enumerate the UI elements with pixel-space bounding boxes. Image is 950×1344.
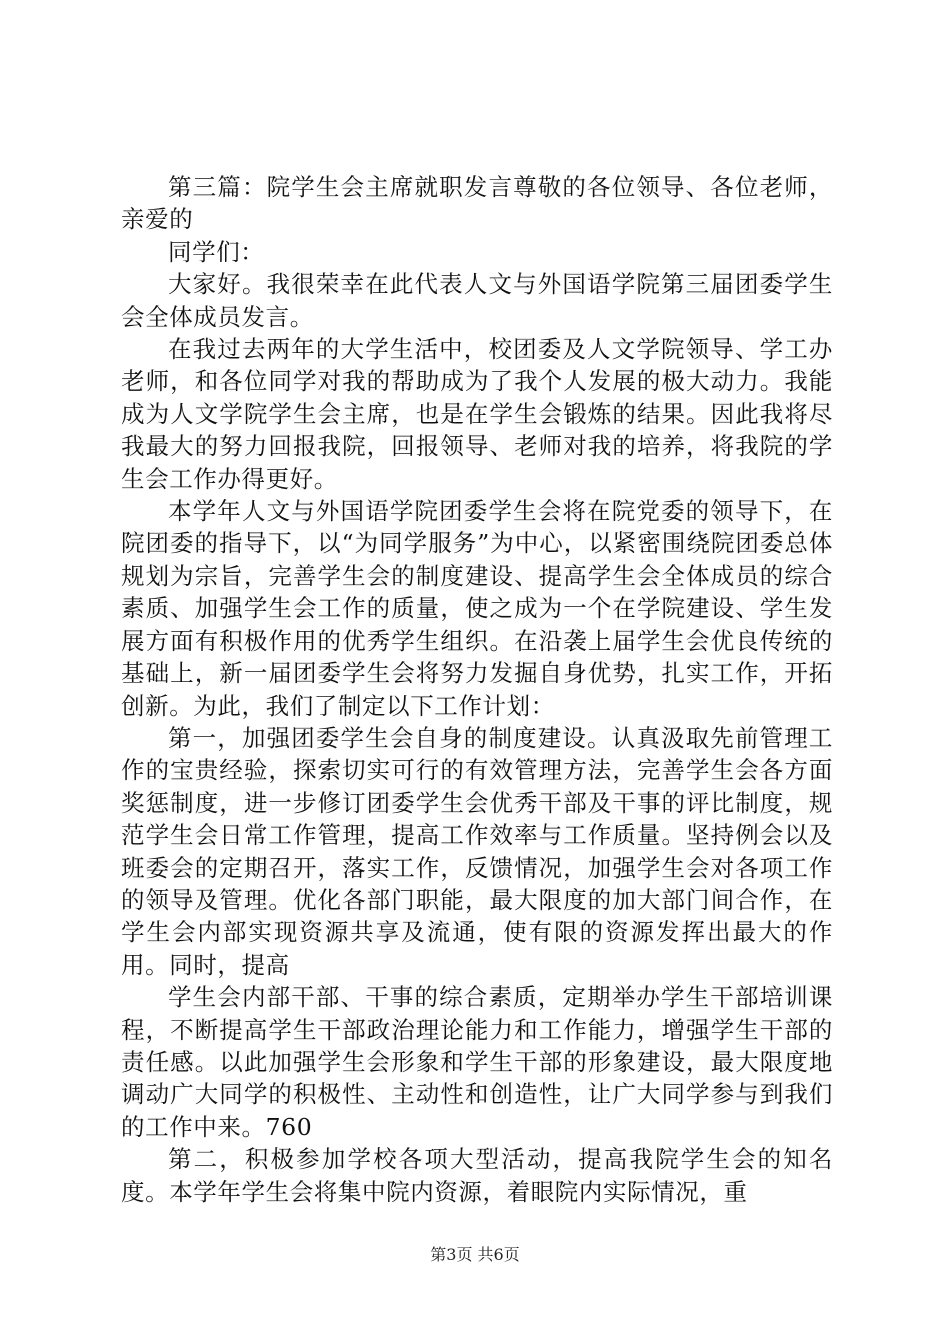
paragraph-plan-intro: 本学年人文与外国语学院团委学生会将在院党委的领导下，在院团委的指导下，以“为同学服务”为中心，以紧密围绕院团委总体规划为宗旨，完善学生会的制度建设、提高学生会全体成员的综合素质、加强学生会工作的质量，使之成为一个在学院建设、学生发展方面有积极作用的优秀学生组织。在沿袭上届学生会优良传统的基础上，新一届团委学生会将努力发掘自身优势，扎实工作，开拓创新。为此，我们了制定以下工作计划： — [121, 497, 833, 720]
page-number-footer: 第3页 共6页 — [430, 1245, 520, 1264]
paragraph-gratitude: 在我过去两年的大学生活中，校团委及人文学院领导、学工办老师，和各位同学对我的帮助成为了我个人发展的极大动力。我能成为人文学院学生会主席，也是在学生会锻炼的结果。因此我将尽我最大的努力回报我院，回报领导、老师对我的培养，将我院的学生会工作办得更好。 — [121, 335, 833, 493]
paragraph-point-two: 第二，积极参加学校各项大型活动，提高我院学生会的知名度。本学年学生会将集中院内资源，着眼院内实际情况，重 — [121, 1145, 833, 1206]
paragraph-training: 学生会内部干部、干事的综合素质，定期举办学生干部培训课程，不断提高学生干部政治理论能力和工作能力，增强学生干部的责任感。以此加强学生会形象和学生干部的形象建设，最大限度地调动广大同学的积极性、主动性和创造性，让广大同学参与到我们的工作中来。760 — [121, 983, 833, 1141]
document-body — [121, 171, 833, 1208]
paragraph-point-one: 第一，加强团委学生会自身的制度建设。认真汲取先前管理工作的宝贵经验，探索切实可行的有效管理方法，完善学生会各方面奖惩制度，进一步修订团委学生会优秀干部及干事的评比制度，规范学生会日常工作管理，提高工作效率与工作质量。坚持例会以及班委会的定期召开，落实工作，反馈情况，加强学生会对各项工作的领导及管理。优化各部门职能，最大限度的加大部门间合作，在学生会内部实现资源共享及流通，使有限的资源发挥出最大的作用。同时，提高 — [121, 723, 833, 979]
paragraph-salutation: 同学们： — [168, 237, 265, 266]
paragraph-title: 第三篇：院学生会主席就职发言尊敬的各位领导、各位老师，亲爱的 — [121, 173, 833, 234]
paragraph-greeting: 大家好。我很荣幸在此代表人文与外国语学院第三届团委学生会全体成员发言。 — [121, 270, 833, 331]
